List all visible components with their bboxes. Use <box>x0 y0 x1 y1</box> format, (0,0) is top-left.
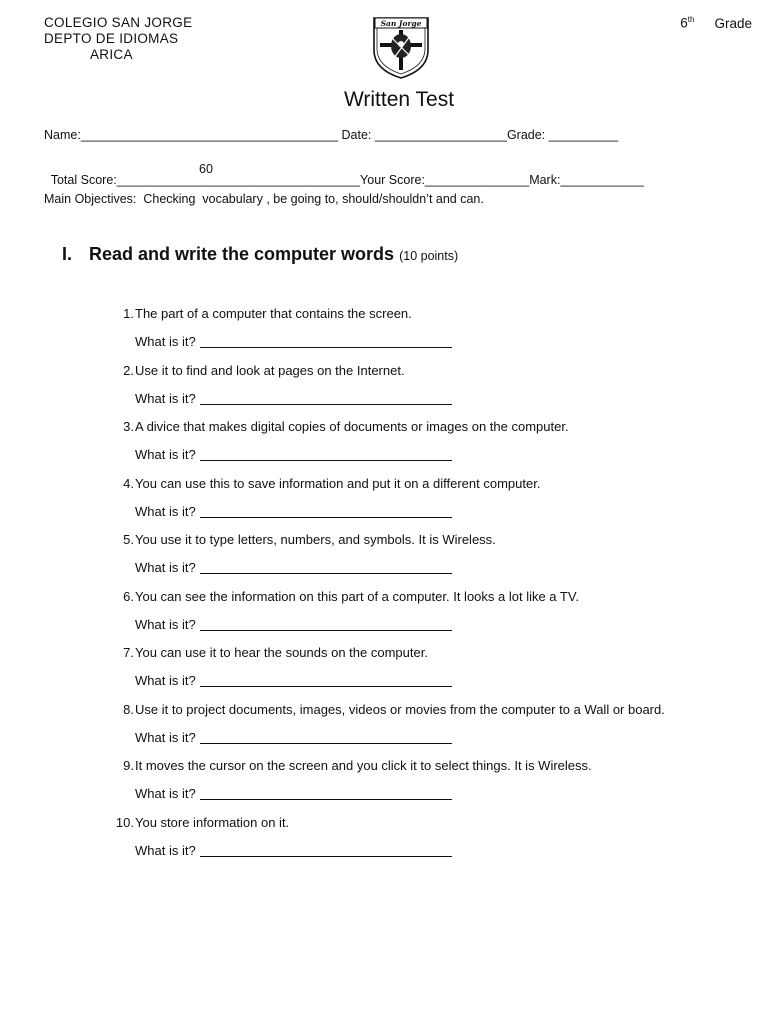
section-heading <box>62 244 458 265</box>
school-crest-logo <box>370 14 432 80</box>
question-item <box>108 702 768 759</box>
answer-line[interactable] <box>135 391 452 406</box>
answer-blank[interactable] <box>200 673 452 687</box>
answer-prompt: What is it? <box>135 334 196 349</box>
question-number: 1. <box>123 306 134 321</box>
answer-prompt: What is it? <box>135 673 196 688</box>
answer-prompt: What is it? <box>135 842 196 858</box>
question-text: Use it to find and look at pages on the Internet. <box>135 362 405 378</box>
answer-prompt: What is it? <box>135 786 196 801</box>
question-text: A divice that makes digital copies of documents or images on the computer. <box>135 419 569 434</box>
question-text: The part of a computer that contains the screen. <box>135 306 412 321</box>
grade-word: Grade <box>714 15 752 31</box>
question-text: You can use this to save information and put it on a different computer. <box>135 475 541 491</box>
total-score-value: 60 <box>199 162 213 176</box>
grade-number: 6 <box>680 15 688 31</box>
answer-blank[interactable] <box>200 730 452 744</box>
department-name: DEPTO DE IDIOMAS <box>44 31 179 46</box>
question-item <box>108 758 768 815</box>
answer-prompt: What is it? <box>135 503 196 519</box>
answer-line[interactable] <box>135 730 452 745</box>
grade-label <box>680 15 752 31</box>
question-number: 6. <box>123 588 134 604</box>
question-number: 10. <box>115 814 134 830</box>
question-text: You can see the information on this part of a computer. It looks a lot like a TV. <box>135 588 579 604</box>
answer-blank[interactable] <box>200 617 452 631</box>
answer-blank[interactable] <box>200 786 452 800</box>
question-text: It moves the cursor on the screen and you click it to select things. It is Wireless. <box>135 758 592 773</box>
answer-blank[interactable] <box>200 843 452 857</box>
answer-blank[interactable] <box>200 560 452 574</box>
school-info <box>44 15 192 63</box>
question-number: 8. <box>123 701 134 717</box>
question-item <box>108 645 768 702</box>
page-title: Written Test <box>343 88 455 111</box>
school-name: COLEGIO SAN JORGE <box>44 15 193 30</box>
section-title: Read and write the computer words <box>89 244 395 264</box>
city-name: ARICA <box>90 47 133 62</box>
question-item <box>108 532 768 589</box>
question-number: 9. <box>123 758 134 773</box>
svg-text:San Jorge: San Jorge <box>380 19 422 29</box>
question-number: 7. <box>123 645 134 660</box>
answer-line[interactable] <box>135 843 452 858</box>
answer-line[interactable] <box>135 560 452 575</box>
answer-line[interactable] <box>135 673 452 688</box>
score-row-text: Total Score:___________________________________Your Score:_______________Mark:____________ <box>50 173 644 187</box>
answer-blank[interactable] <box>200 504 452 518</box>
section-points: (10 points) <box>399 249 459 263</box>
answer-line[interactable] <box>135 786 452 801</box>
answer-blank[interactable] <box>200 447 452 461</box>
answer-prompt: What is it? <box>135 616 196 632</box>
question-text: Use it to project documents, images, videos or movies from the computer to a Wall or board. <box>135 701 665 717</box>
question-text: You store information on it. <box>135 814 290 830</box>
section-number: I. <box>62 244 73 264</box>
question-item <box>108 589 768 646</box>
question-list <box>108 306 768 871</box>
student-info-row: Name:_____________________________________ Date: ___________________Grade: __________ <box>44 128 619 142</box>
question-number: 5. <box>123 532 134 547</box>
answer-prompt: What is it? <box>135 447 196 462</box>
question-text: You use it to type letters, numbers, and symbols. It is Wireless. <box>135 532 496 547</box>
question-number: 3. <box>123 419 134 434</box>
answer-line[interactable] <box>135 617 452 632</box>
answer-line[interactable] <box>135 334 452 349</box>
answer-prompt: What is it? <box>135 390 196 406</box>
answer-prompt: What is it? <box>135 560 196 575</box>
question-item <box>108 306 768 363</box>
answer-prompt: What is it? <box>135 729 196 745</box>
main-objectives: Main Objectives: Checking vocabulary , be going to, should/shouldn’t and can. <box>44 192 484 206</box>
question-number: 2. <box>123 362 134 378</box>
answer-blank[interactable] <box>200 334 452 348</box>
answer-line[interactable] <box>135 447 452 462</box>
grade-suffix: th <box>687 15 695 24</box>
question-item <box>108 815 768 872</box>
question-text: You can use it to hear the sounds on the computer. <box>135 645 428 660</box>
question-item <box>108 419 768 476</box>
answer-line[interactable] <box>135 504 452 519</box>
question-item <box>108 363 768 420</box>
question-number: 4. <box>123 475 134 491</box>
question-item <box>108 476 768 533</box>
answer-blank[interactable] <box>200 391 452 405</box>
